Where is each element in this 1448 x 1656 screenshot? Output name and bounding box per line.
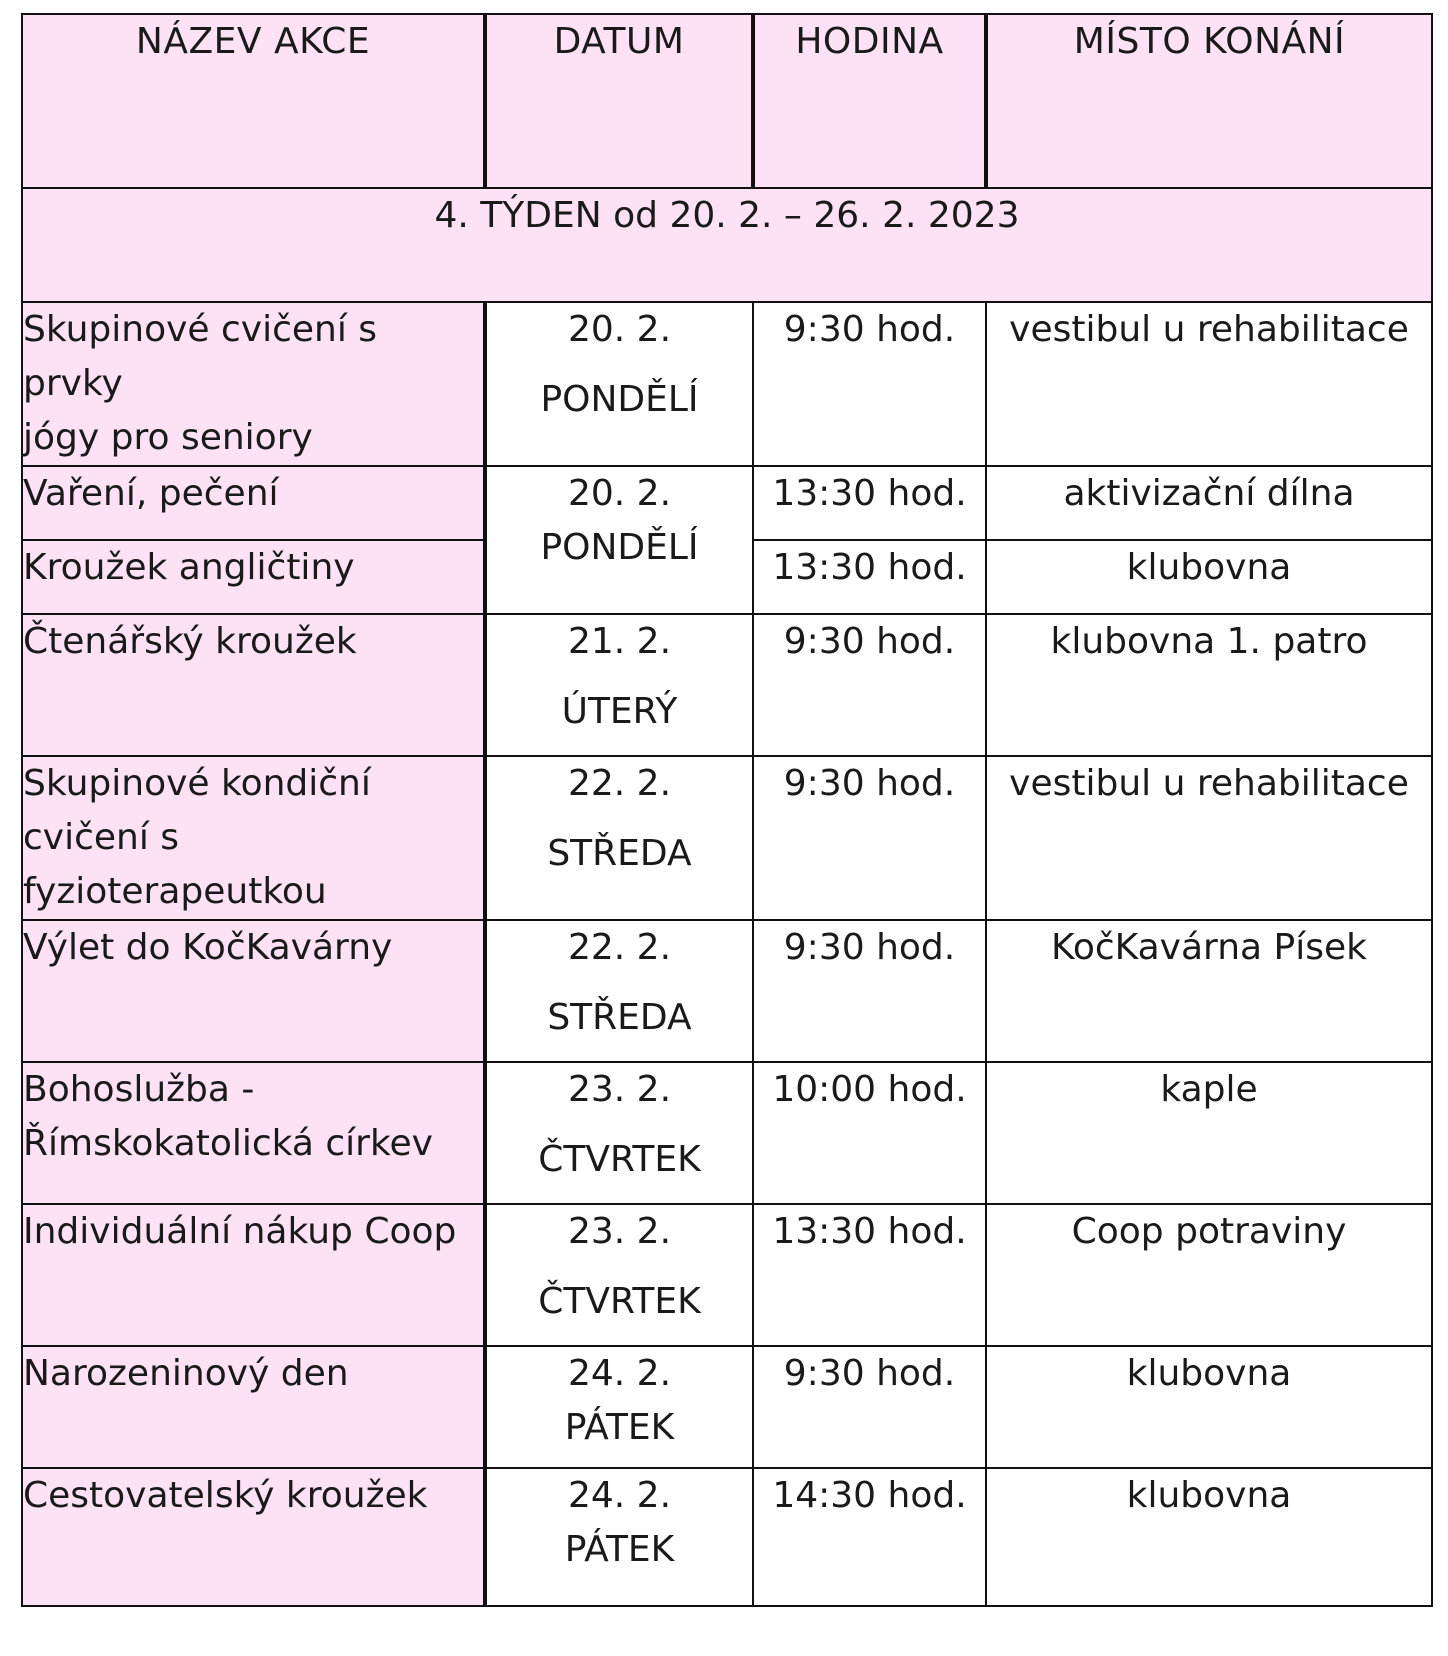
week-row bbox=[22, 188, 1432, 302]
event-name-line: Skupinové cvičení s prvky bbox=[23, 309, 378, 404]
event-date bbox=[485, 1346, 753, 1468]
event-date bbox=[485, 920, 753, 1062]
event-date-value: 20. 2. bbox=[567, 473, 672, 514]
event-name-line: cvičení s fyzioterapeutkou bbox=[23, 817, 327, 912]
schedule-table bbox=[21, 13, 1433, 1607]
event-day: PÁTEK bbox=[564, 1529, 675, 1570]
event-date-value: 21. 2. bbox=[567, 621, 672, 662]
event-hour: 9:30 hod. bbox=[753, 756, 986, 920]
event-name-line: Římskokatolická církev bbox=[23, 1123, 433, 1164]
event-hour: 14:30 hod. bbox=[753, 1468, 986, 1606]
event-day: PONDĚLÍ bbox=[540, 527, 699, 568]
event-name: Čtenářský kroužek bbox=[22, 614, 485, 756]
event-place: aktivizační dílna bbox=[986, 466, 1432, 540]
table-row bbox=[22, 1062, 1432, 1204]
header-hour: HODINA bbox=[753, 14, 986, 188]
event-name: Cestovatelský kroužek bbox=[22, 1468, 485, 1606]
event-date-value: 22. 2. bbox=[567, 927, 672, 968]
table-row bbox=[22, 466, 1432, 540]
event-day: ČTVRTEK bbox=[538, 1281, 701, 1322]
event-date bbox=[485, 1204, 753, 1346]
table-row bbox=[22, 1204, 1432, 1346]
event-name: Narozeninový den bbox=[22, 1346, 485, 1468]
event-day: ÚTERÝ bbox=[561, 691, 678, 732]
event-name-line: Bohoslužba - bbox=[23, 1069, 255, 1110]
event-date-value: 24. 2. bbox=[567, 1353, 672, 1394]
event-place: kaple bbox=[986, 1062, 1432, 1204]
table-row bbox=[22, 614, 1432, 756]
event-place: KočKavárna Písek bbox=[986, 920, 1432, 1062]
event-hour: 9:30 hod. bbox=[753, 302, 986, 466]
event-name-line: Skupinové kondiční bbox=[23, 763, 371, 804]
event-date-value: 24. 2. bbox=[567, 1475, 672, 1516]
event-name bbox=[22, 1062, 485, 1204]
event-place: Coop potraviny bbox=[986, 1204, 1432, 1346]
event-date-value: 23. 2. bbox=[567, 1211, 672, 1252]
event-hour: 9:30 hod. bbox=[753, 920, 986, 1062]
event-hour: 9:30 hod. bbox=[753, 1346, 986, 1468]
event-name: Kroužek angličtiny bbox=[22, 540, 485, 614]
event-name: Individuální nákup Coop bbox=[22, 1204, 485, 1346]
event-date-value: 22. 2. bbox=[567, 763, 672, 804]
header-name: NÁZEV AKCE bbox=[22, 14, 485, 188]
event-name: Vaření, pečení bbox=[22, 466, 485, 540]
event-date bbox=[485, 1468, 753, 1606]
event-date bbox=[485, 466, 753, 614]
event-date bbox=[485, 1062, 753, 1204]
event-name bbox=[22, 756, 485, 920]
week-title: 4. TÝDEN od 20. 2. – 26. 2. 2023 bbox=[22, 188, 1432, 302]
event-name bbox=[22, 302, 485, 466]
event-hour: 13:30 hod. bbox=[753, 466, 986, 540]
event-place: vestibul u rehabilitace bbox=[986, 302, 1432, 466]
event-day: STŘEDA bbox=[547, 833, 692, 874]
event-hour: 13:30 hod. bbox=[753, 1204, 986, 1346]
header-place: MÍSTO KONÁNÍ bbox=[986, 14, 1432, 188]
event-day: PONDĚLÍ bbox=[540, 379, 699, 420]
table-row bbox=[22, 756, 1432, 920]
event-date-value: 23. 2. bbox=[567, 1069, 672, 1110]
header-row bbox=[22, 14, 1432, 188]
event-day: PÁTEK bbox=[564, 1407, 675, 1448]
event-date bbox=[485, 302, 753, 466]
event-day: STŘEDA bbox=[547, 997, 692, 1038]
table-row bbox=[22, 920, 1432, 1062]
event-place: klubovna 1. patro bbox=[986, 614, 1432, 756]
event-hour: 10:00 hod. bbox=[753, 1062, 986, 1204]
table-row bbox=[22, 1346, 1432, 1468]
event-place: klubovna bbox=[986, 540, 1432, 614]
event-date-value: 20. 2. bbox=[567, 309, 672, 350]
event-day: ČTVRTEK bbox=[538, 1139, 701, 1180]
event-place: vestibul u rehabilitace bbox=[986, 756, 1432, 920]
table-row bbox=[22, 1468, 1432, 1606]
event-date bbox=[485, 756, 753, 920]
event-date bbox=[485, 614, 753, 756]
event-name-line: jógy pro seniory bbox=[23, 417, 313, 458]
header-date: DATUM bbox=[485, 14, 753, 188]
event-place: klubovna bbox=[986, 1346, 1432, 1468]
event-hour: 13:30 hod. bbox=[753, 540, 986, 614]
event-place: klubovna bbox=[986, 1468, 1432, 1606]
table-row bbox=[22, 302, 1432, 466]
event-name: Výlet do KočKavárny bbox=[22, 920, 485, 1062]
event-hour: 9:30 hod. bbox=[753, 614, 986, 756]
